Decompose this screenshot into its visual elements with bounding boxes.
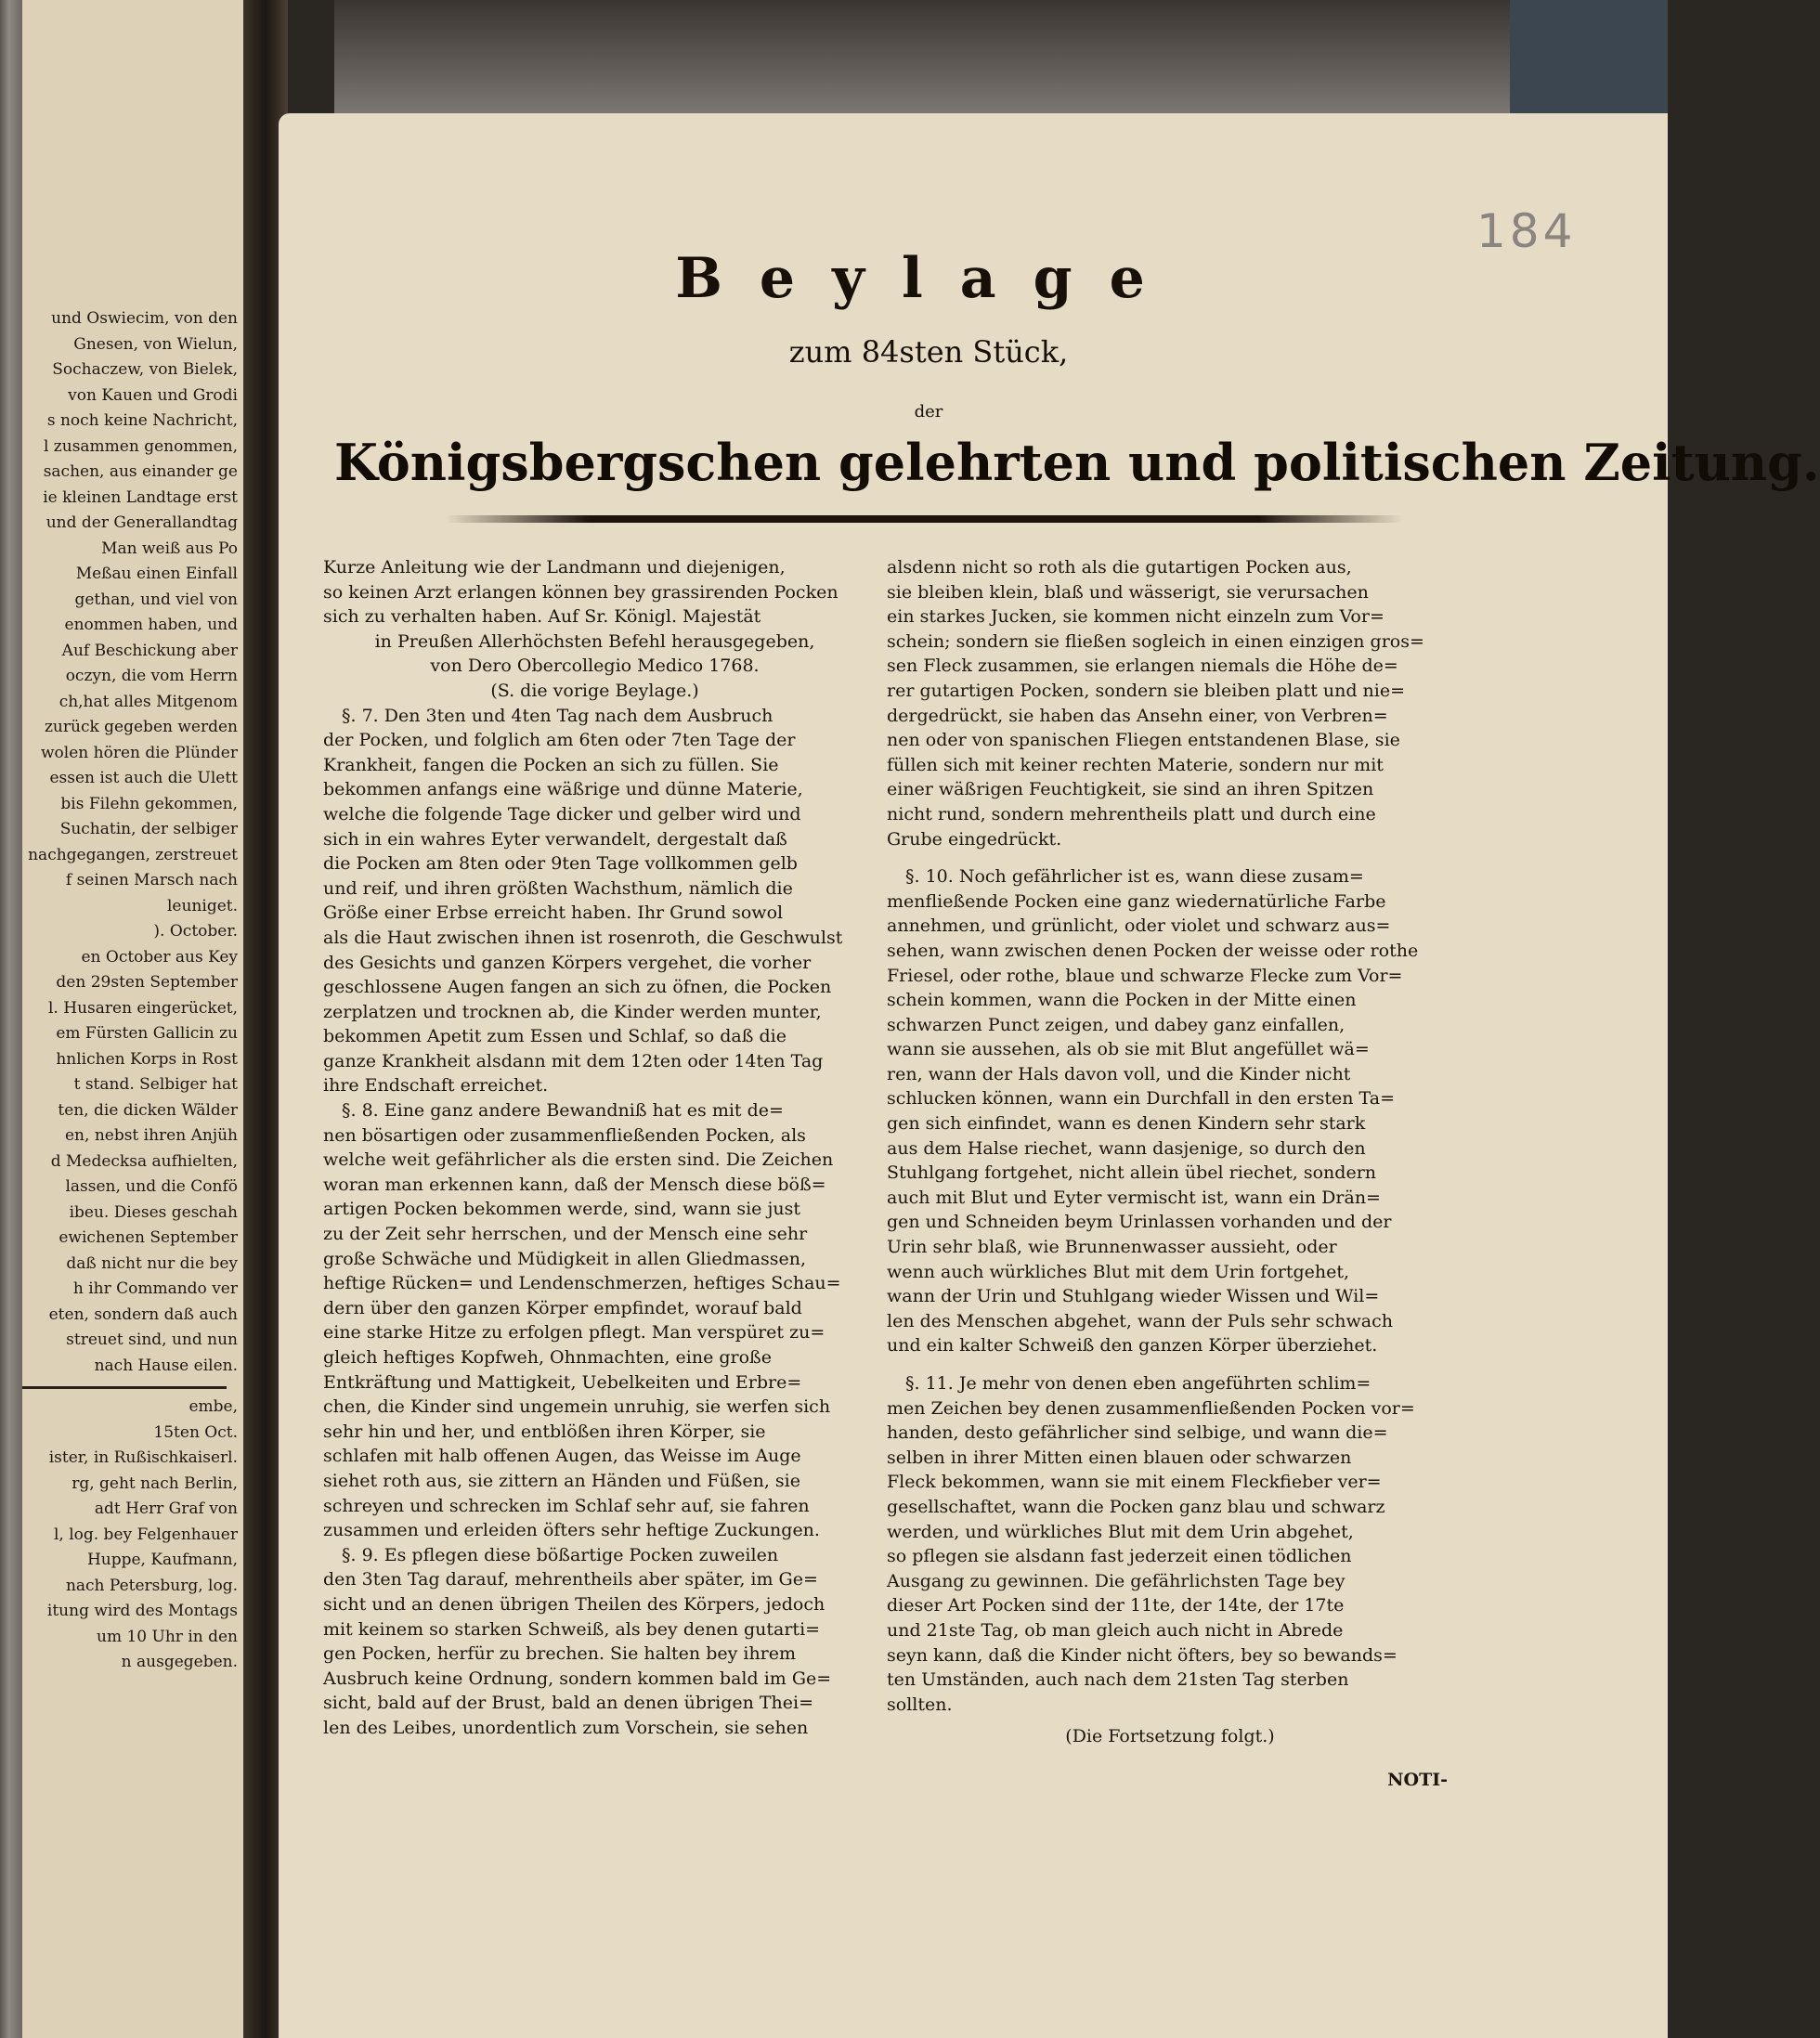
text-line: Fleck bekommen, wann sie mit einem Fleckfieber ver= [887, 1472, 1382, 1493]
text-line: len des Menschen abgehet, wann der Puls sehr schwach [887, 1310, 1393, 1331]
book-spine [0, 0, 22, 2038]
text-line: zurück gegeben werden [44, 718, 238, 736]
text-line: rg, geht nach Berlin, [72, 1473, 238, 1493]
text-line: welche die folgende Tage dicker und gelber wird und [323, 803, 801, 824]
text-line: alsdenn nicht so roth als die gutartigen Pocken aus, [887, 557, 1352, 578]
text-line: ). October. [153, 922, 238, 941]
text-line: schein kommen, wann die Pocken in der Mitte einen [887, 990, 1357, 1011]
text-line: so keinen Arzt erlangen können bey grassirenden Pocken [323, 581, 838, 603]
issue-subtitle: zum 84sten Stück, [788, 334, 1069, 370]
text-line: ie kleinen Landtage erst [43, 487, 238, 507]
text-line: §. 8. Eine ganz andere Bewandniß hat es mit de= [342, 1100, 784, 1122]
text-line: itung wird des Montags [46, 1602, 238, 1620]
text-line: Sochaczew, von Bielek, [52, 360, 238, 379]
text-line: welche weit gefährlicher als die ersten sind. Die Zeichen [323, 1149, 834, 1171]
text-line: adt Herr Graf von [94, 1499, 238, 1518]
text-line: gleich heftiges Kopfweh, Ohnmachten, eine große [323, 1347, 772, 1368]
text-line: ganze Krankheit alsdann mit dem 12ten oder 14ten Tag [323, 1050, 824, 1071]
paragraph-10 [887, 864, 1453, 1358]
text-line: streuet sind, und nun [66, 1331, 238, 1349]
text-line: ister, in Rußischkaiserl. [48, 1448, 238, 1467]
text-line: f seinen Marsch nach [65, 871, 238, 889]
text-line: mit keinem so starken Schweiß, als bey denen gutarti= [323, 1618, 821, 1640]
text-line: sie bleiben klein, blaß und wässerigt, sie verursachen [887, 581, 1369, 603]
text-line: ewichenen September [58, 1228, 238, 1247]
text-line: l, log. bey Felgenhauer [53, 1525, 238, 1544]
text-line: aus dem Halse riechet, wann dasjenige, so durch den [887, 1137, 1366, 1159]
text-line: nen oder von spanischen Fliegen entstandenen Blase, sie [887, 730, 1400, 751]
text-line: der Pocken, und folglich am 6ten oder 7ten Tage der [323, 730, 796, 751]
text-line: §. 10. Noch gefährlicher ist es, wann diese zusam= [905, 866, 1364, 888]
text-line: §. 7. Den 3ten und 4ten Tag nach dem Ausbruch [342, 705, 774, 726]
text-line: Ausbruch keine Ordnung, sondern kommen bald im Ge= [323, 1668, 832, 1689]
text-line: ibeu. Dieses geschah [69, 1202, 238, 1222]
text-line: gen sich einfindet, wann es denen Kindern sehr stark [887, 1113, 1366, 1135]
text-line: bis Filehn gekommen, [60, 794, 238, 813]
text-line: n ausgegeben. [121, 1653, 238, 1671]
page-number: 184 [1476, 204, 1577, 258]
column-2 [887, 555, 1453, 1793]
text-line: (S. die vorige Beylage.) [490, 680, 699, 701]
text-line: wolen hören die Plünder [41, 743, 238, 762]
text-line: ein starkes Jucken, sie kommen nicht einzeln zum Vor= [887, 606, 1384, 628]
text-line: rer gutartigen Pocken, sondern sie bleiben platt und nie= [887, 680, 1406, 701]
text-line: wann der Urin und Stuhlgang wieder Wissen und Wil= [887, 1286, 1380, 1307]
text-line: bekommen Apetit zum Essen und Schlaf, so daß die [323, 1026, 786, 1047]
text-line: gen Pocken, herfür zu brechen. Sie halten bey ihrem [323, 1643, 797, 1665]
text-line: wann sie aussehen, als ob sie mit Blut angefüllet wä= [887, 1039, 1370, 1060]
text-line: artigen Pocken bekommen werde, sind, wann sie just [323, 1199, 800, 1220]
text-line: Man weiß aus Po [101, 539, 238, 558]
text-line: große Schwäche und Müdigkeit in allen Gliedmassen, [323, 1248, 807, 1269]
text-line: woran man erkennen kann, daß der Mensch diese böß= [323, 1174, 826, 1195]
text-line: leuniget. [166, 896, 238, 915]
text-line: annehmen, und grünlicht, oder violet und schwarz aus= [887, 915, 1391, 937]
text-line: eine starke Hitze zu erfolgen pflegt. Man verspüret zu= [323, 1322, 826, 1344]
text-line: sicht, bald auf der Brust, bald an denen übrigen Thei= [323, 1693, 814, 1714]
text-line: sehr hin und her, und entblößen ihren Körper, sie [323, 1421, 766, 1442]
text-line: ch,hat alles Mitgenom [58, 692, 238, 711]
text-line: embe, [188, 1397, 238, 1416]
text-line: em Fürsten Gallicin zu [56, 1024, 238, 1043]
text-line: en, nebst ihren Anjüh [65, 1126, 238, 1145]
text-line: menfließende Pocken eine ganz wiedernatürliche Farbe [887, 890, 1386, 912]
text-line: von Dero Obercollegio Medico 1768. [430, 656, 760, 677]
text-line: dergedrückt, sie haben das Ansehn einer, von Verbren= [887, 705, 1388, 726]
text-line: Meßau einen Einfall [75, 565, 238, 583]
text-line: daß nicht nur die bey [66, 1253, 238, 1273]
text-line: schlucken können, wann ein Durchfall in den ersten Ta= [887, 1088, 1396, 1110]
text-line: wenn auch würkliches Blut mit dem Urin fortgehet, [887, 1261, 1350, 1282]
text-line: schreyen und schrecken im Schlaf sehr auf, sie fahren [323, 1495, 810, 1516]
newspaper-title: Königsbergschen gelehrten und politischen Zeitung. [334, 433, 1820, 492]
text-line: nach Hause eilen. [94, 1356, 238, 1375]
text-line: essen ist auch die Ulett [49, 769, 238, 787]
text-line: als die Haut zwischen ihnen ist rosenroth, die Geschwulst [323, 927, 843, 948]
catchword: NOTI- [1387, 1769, 1448, 1790]
text-line: sachen, aus einander ge [43, 462, 238, 481]
text-line: ten Umständen, auch nach dem 21sten Tag sterben [887, 1669, 1349, 1691]
text-line: Urin sehr blaß, wie Brunnenwasser aussieht, oder [887, 1237, 1337, 1258]
text-line: chen, die Kinder sind ungemein unruhig, sie werfen sich [323, 1396, 831, 1418]
continued-text [887, 555, 1453, 851]
text-line: men Zeichen bey denen zusammenfließenden Pocken vor= [887, 1397, 1415, 1419]
text-line: und der Generallandtag [46, 513, 238, 532]
text-line: zusammen und erleiden öfters sehr heftige Zuckungen. [323, 1520, 820, 1541]
text-line: en October aus Key [81, 947, 238, 967]
top-edge [334, 0, 1668, 121]
text-line: §. 11. Je mehr von denen eben angeführten schlim= [905, 1373, 1372, 1394]
text-line: um 10 Uhr in den [97, 1627, 238, 1646]
text-line: Suchatin, der selbiger [59, 820, 238, 838]
left-page-text [22, 306, 238, 1676]
text-line: sicht und an denen übrigen Theilen des Körpers, jedoch [323, 1593, 826, 1615]
text-line: l. Husaren eingerücket, [48, 998, 238, 1018]
intro-block [323, 555, 866, 704]
text-line: und ein kalter Schweiß den ganzen Körper überziehet. [887, 1335, 1378, 1357]
text-line: l zusammen genommen, [43, 436, 238, 456]
text-line: den 3ten Tag darauf, mehrentheils aber später, im Ge= [323, 1569, 818, 1590]
text-line: schlafen mit halb offenen Augen, das Weisse im Auge [323, 1446, 801, 1467]
text-line: handen, desto gefährlicher sind selbige, und wann die= [887, 1422, 1388, 1444]
text-line: Grube eingedrückt. [887, 828, 1062, 850]
continuation-note: (Die Fortsetzung folgt.) [1065, 1726, 1275, 1747]
text-line: gesellschaftet, wann die Pocken ganz blau und schwarz [887, 1496, 1385, 1517]
text-line: und Oswiecim, von den [51, 309, 238, 328]
text-line: von Kauen und Grodi [68, 385, 238, 405]
text-line: Kurze Anleitung wie der Landmann und diejenigen, [323, 557, 786, 578]
left-page [22, 0, 243, 2038]
text-line: eten, sondern daß auch [48, 1305, 238, 1324]
text-line: sollten. [887, 1694, 953, 1715]
text-line: nicht rund, sondern mehrentheils platt und durch eine [887, 803, 1376, 824]
text-line: schein; sondern sie fließen sogleich in einen einzigen gros= [887, 630, 1424, 652]
text-line: einer wäßrigen Feuchtigkeit, sie sind an ihren Spitzen [887, 779, 1374, 800]
text-line: Gnesen, von Wielun, [73, 334, 238, 354]
text-line: enommen haben, und [64, 616, 238, 634]
text-line: dern über den ganzen Körper empfindet, worauf bald [323, 1297, 802, 1318]
paragraph-8 [323, 1098, 866, 1543]
text-line: Huppe, Kaufmann, [86, 1551, 238, 1569]
text-line: dieser Art Pocken sind der 11te, der 14te, der 17te [887, 1595, 1345, 1616]
text-line: und reif, und ihren größten Wachsthum, nämlich die [323, 877, 793, 899]
text-line: nachgegangen, zerstreuet [28, 845, 238, 864]
text-line: Krankheit, fangen die Pocken an sich zu füllen. Sie [323, 754, 779, 775]
text-line: len des Leibes, unordentlich zum Vorschein, sie sehen [323, 1717, 809, 1738]
text-line: Auf Beschickung aber [61, 641, 238, 660]
text-line: zu der Zeit sehr herrschen, und der Mensch eine sehr [323, 1224, 808, 1245]
text-line: hnlichen Korps in Rost [56, 1049, 238, 1069]
text-line: geschlossene Augen fangen an sich zu öfnen, die Pocken [323, 977, 832, 998]
text-line: heftige Rücken= und Lendenschmerzen, heftiges Schau= [323, 1273, 841, 1294]
text-line: gethan, und viel von [74, 590, 238, 609]
beylage-title: Beylage [675, 246, 1182, 311]
text-line: nen bösartigen oder zusammenfließenden Pocken, als [323, 1124, 806, 1146]
text-line: oczyn, die vom Herrn [65, 667, 238, 685]
text-line: auch mit Blut und Eyter vermischt ist, wann ein Drän= [887, 1187, 1381, 1208]
text-line: lassen, und die Confö [65, 1177, 238, 1196]
text-line: Ausgang zu gewinnen. Die gefährlichsten Tage bey [887, 1570, 1346, 1591]
text-line: Entkräftung und Mattigkeit, Uebelkeiten und Erbre= [323, 1371, 802, 1393]
text-line: in Preußen Allerhöchsten Befehl herausgegeben, [374, 630, 815, 652]
text-line: bekommen anfangs eine wäßrige und dünne Materie, [323, 779, 803, 800]
text-line: §. 9. Es pflegen diese bößartige Pocken zuweilen [342, 1544, 779, 1565]
text-line: ten, die dicken Wälder [58, 1100, 238, 1120]
text-line: Stuhlgang fortgehet, nicht allein übel riechet, sondern [887, 1162, 1377, 1184]
text-line: d Medecksa aufhielten, [50, 1151, 238, 1171]
text-line: h ihr Commando ver [72, 1279, 238, 1298]
text-line: gen und Schneiden beym Urinlassen vorhanden und der [887, 1212, 1392, 1233]
text-line: 15ten Oct. [153, 1422, 238, 1442]
text-line: ihre Endschaft erreichet. [323, 1075, 549, 1097]
text-line: ren, wann der Hals davon voll, und die Kinder nicht [887, 1063, 1351, 1084]
text-line: s noch keine Nachricht, [46, 411, 238, 430]
text-line: des Gesichts und ganzen Körpers vergehet, die vorher [323, 952, 812, 973]
text-line: füllen sich mit keiner rechten Materie, sondern nur mit [887, 754, 1384, 775]
text-line: t stand. Selbiger hat [73, 1075, 238, 1094]
text-line: und 21ste Tag, ob man gleich auch nicht in Abrede [887, 1619, 1344, 1641]
text-line: seyn kann, daß die Kinder nicht öfters, bey so bewands= [887, 1644, 1398, 1666]
paragraph-11 [887, 1371, 1453, 1717]
text-line: nach Petersburg, log. [65, 1576, 238, 1595]
column-1 [323, 555, 866, 1741]
text-line: den 29sten September [56, 973, 238, 992]
text-line: die Pocken am 8ten oder 9ten Tage vollkommen gelb [323, 853, 798, 875]
left-divider [22, 1386, 227, 1389]
paragraph-7 [323, 704, 866, 1099]
text-line: selben in ihrer Mitten einen blauen oder schwarzen [887, 1447, 1352, 1468]
text-line: sehen, wann zwischen denen Pocken der weisse oder rothe [887, 940, 1419, 961]
text-line: schwarzen Punct zeigen, und dabey ganz einfallen, [887, 1014, 1346, 1035]
text-line: sich zu verhalten haben. Auf Sr. Königl. Majestät [323, 606, 761, 628]
der-label: der [914, 402, 943, 422]
title-rule [446, 515, 1402, 523]
text-line: Größe einer Erbse erreicht haben. Ihr Grund sowol [323, 902, 784, 924]
text-line: werden, und würkliches Blut mit dem Urin abgehet, [887, 1521, 1354, 1542]
text-line: siehet roth aus, sie zittern an Händen und Füßen, sie [323, 1470, 800, 1491]
text-line: Friesel, oder rothe, blaue und schwarze Flecke zum Vor= [887, 965, 1403, 986]
text-line: sich in ein wahres Eyter verwandelt, dergestalt daß [323, 828, 787, 850]
text-line: sen Fleck zusammen, sie erlangen niemals die Höhe de= [887, 656, 1398, 677]
paragraph-9 [323, 1543, 866, 1741]
text-line: zerplatzen und trocknen ab, die Kinder werden munter, [323, 1001, 822, 1022]
text-line: so pflegen sie alsdann fast jederzeit einen tödlichen [887, 1546, 1352, 1567]
